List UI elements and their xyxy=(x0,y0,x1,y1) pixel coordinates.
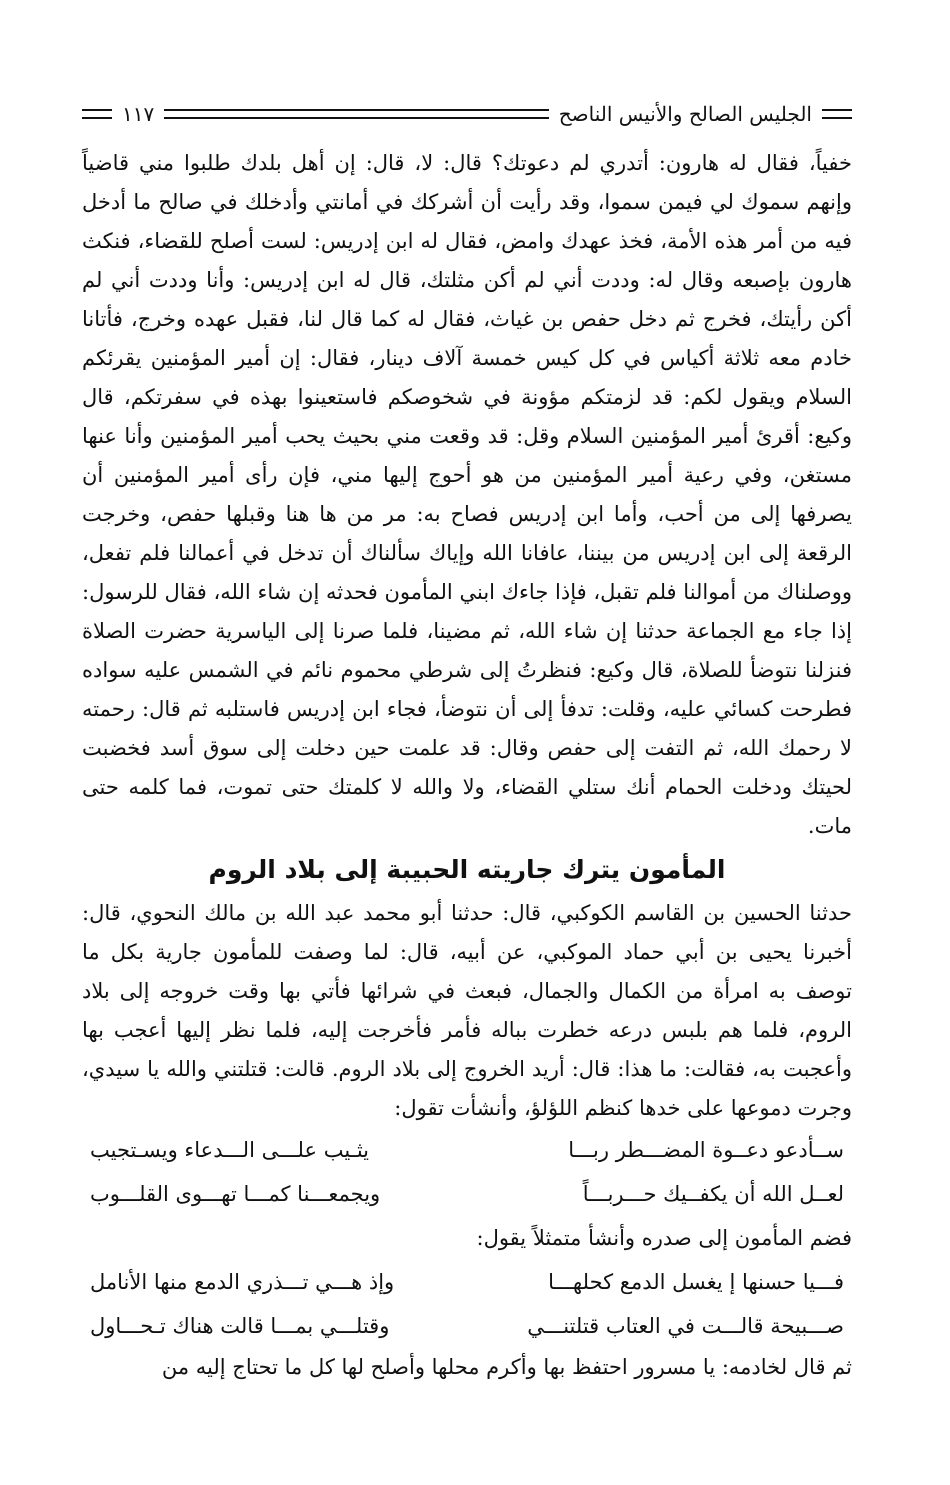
section-heading: المأمون يترك جاريته الحبيبة إلى بلاد الروم xyxy=(208,855,726,884)
verse-line xyxy=(82,1260,852,1304)
book-title: الجليس الصالح والأنيس الناصح xyxy=(558,102,812,126)
verse-first-hemistich: فـــيا حسنها إ يغسل الدمع كحلهـــا xyxy=(548,1270,844,1294)
verse-first-hemistich: صـــبيحة قالـــت في العتاب قتلتنـــي xyxy=(527,1314,844,1338)
verse-line xyxy=(82,1172,852,1216)
verse-line xyxy=(82,1128,852,1172)
header-rule-start xyxy=(822,109,852,119)
closing-line: ثم قال لخادمه: يا مسرور احتفظ بها وأكرم محلها وأصلح لها كل ما تحتاج إليه من xyxy=(161,1355,852,1379)
verse-first-hemistich: لعــل الله أن يكفــيك حـــربـــاً xyxy=(582,1182,844,1206)
poem-2 xyxy=(82,1260,852,1348)
verse-second-hemistich: وقتلـــي بمـــا قالت هناك تـحـــاول xyxy=(90,1314,390,1338)
verse-second-hemistich: ويجمعـــنا كمـــا تهـــوى القلـــوب xyxy=(90,1182,381,1206)
paragraph: حدثنا الحسين بن القاسم الكوكبي، قال: حدثنا أبو محمد عبد الله بن مالك النحوي، قال: أخبرنا يحيى بن أبي حماد الموكبي، عن أبيه، قال: لما وصفت للمأمون جارية بكل ما توصف به امرأة من الكمال والجمال، فبعث في شرائها فأتي بها وقت خروجه إلى بلاد الروم، فلما هم بلبس درعه خطرت بباله فأمر فأخرجت إليه، فلما نظر إليها أعجب بها وأعجبت به، فقالت: ما هذا: قال: أريد الخروج إلى بلاد الروم. قالت: قتلتني والله يا سيدي، وجرت دموعها على خدها كنظم اللؤلؤ، وأنشأت تقول: xyxy=(82,901,852,1120)
header-rule-end xyxy=(82,109,112,119)
poem-intro: فضم المأمون إلى صدره وأنشأ متمثلاً يقول: xyxy=(476,1226,852,1250)
verse-line xyxy=(82,1304,852,1348)
verse-first-hemistich: ســأدعو دعــوة المضـــطر ربـــا xyxy=(568,1138,844,1162)
poem-1 xyxy=(82,1128,852,1216)
paragraph: خفياً، فقال له هارون: أتدري لم دعوتك؟ قال: لا، قال: إن أهل بلدك طلبوا مني قاضياً وإنهم سموك لي فيمن سموا، وقد رأيت أن أشركك في أمانتي وأدخلك في صالح ما أدخل فيه من أمر هذه الأمة، فخذ عهدك وامض، فقال له ابن إدريس: لست أصلح للقضاء، فنكث هارون بإصبعه وقال له: وددت أني لم أكن مثلتك، قال له ابن إدريس: وأنا وددت أني لم أكن رأيتك، فخرج ثم دخل حفص بن غياث، فقال له كما قال لنا، فقبل عهده وخرج، فأتانا خادم معه ثلاثة أكياس في كل كيس خمسة آلاف دينار، فقال: إن أمير المؤمنين يقرئكم السلام ويقول لكم: قد لزمتكم مؤونة في شخوصكم فاستعينوا بهذه في سفرتكم، قال وكيع: أقرئ أمير المؤمنين السلام وقل: قد وقعت مني بحيث يحب أمير المؤمنين وأنا عنها مستغن، وفي رعية أمير المؤمنين من هو أحوج إليها مني، فإن رأى أمير المؤمنين أن يصرفها إلى من أحب، وأما ابن إدريس فصاح به: مر من ها هنا وقبلها حفص، وخرجت الرقعة إلى ابن إدريس من بيننا، عافانا الله وإياك سألناك أن تدخل في أعمالنا فلم تفعل، ووصلناك من أموالنا فلم تقبل، فإذا جاءك ابني المأمون فحدثه إن شاء الله، فقال للرسول: إذا جاء مع الجماعة حدثنا إن شاء الله، ثم مضينا، فلما صرنا إلى الياسرية حضرت الصلاة فنزلنا نتوضأ للصلاة، قال وكيع: فنظرتُ إلى شرطي محموم نائم في الشمس عليه سواده فطرحت كسائي عليه، وقلت: تدفأ إلى أن نتوضأ، فجاء ابن إدريس فاستلبه ثم قال: رحمته لا رحمك الله، ثم التفت إلى حفص وقال: قد علمت حين دخلت إلى سوق أسد فخضبت لحيتك ودخلت الحمام أنك ستلي القضاء، ولا والله لا كلمتك حتى تموت، فما كلمه حتى مات. xyxy=(82,151,852,838)
running-header xyxy=(82,96,852,132)
page-body xyxy=(82,144,852,1387)
verse-second-hemistich: يثـيب علـــى الـــدعاء ويسـتجيب xyxy=(90,1138,369,1162)
page-number: ١١٧ xyxy=(122,102,155,126)
verse-second-hemistich: وإذ هـــي تـــذري الدمع منها الأنامل xyxy=(90,1270,395,1294)
header-rule xyxy=(164,109,548,119)
